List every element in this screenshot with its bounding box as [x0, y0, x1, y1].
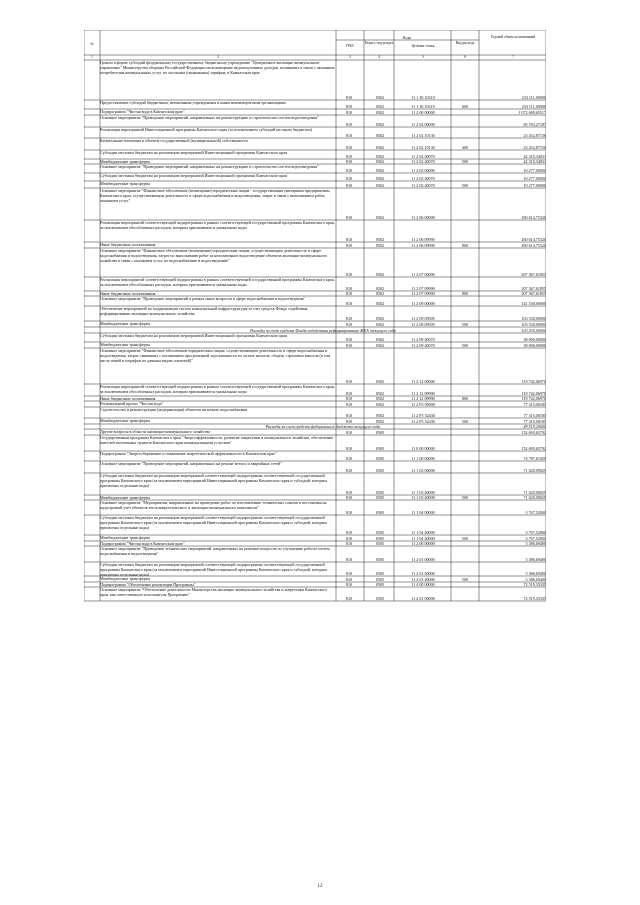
row-name: Основное мероприятие "Проведение мероприятий в рамках иных вопросов в сфере водоснабжения и водоотведения": [100, 296, 306, 301]
row-name: Другие вопросы в области жилищно-коммунального хозяйства: [100, 429, 210, 434]
row-cst: 11 2 09 40070: [411, 337, 435, 342]
row-grbs: 810: [345, 490, 353, 495]
row-razdel: 0502: [375, 419, 385, 424]
row-sum: 77 315,00185: [523, 413, 546, 418]
row-vid: 500: [461, 322, 469, 327]
row-razdel: 0502: [375, 176, 385, 181]
row-vid: 500: [461, 159, 469, 164]
row-razdel: 0505: [375, 571, 385, 576]
row-cst: 11 2 03 00000: [411, 168, 435, 173]
row-grbs: 810: [345, 316, 353, 321]
row-razdel: 0502: [375, 133, 385, 138]
row-sum: 103 530,00000: [521, 328, 546, 333]
row-sum: 38 000,00000: [523, 337, 546, 342]
row-sum: 5 386,69400: [525, 557, 546, 562]
row-razdel: 0502: [375, 243, 385, 248]
table-row: [84, 451, 546, 461]
row-name: Подпрограмма "Обеспечение реализации Программы": [100, 582, 196, 587]
row-grbs: 810: [345, 301, 353, 306]
row-grbs: 810: [345, 145, 353, 150]
row-cst: 11 2 07 09990: [411, 286, 435, 291]
row-razdel: 0502: [375, 413, 385, 418]
row-razdel: 0502: [375, 215, 385, 220]
row-sum: 23 452,87156: [523, 145, 546, 150]
row-name: Межбюджетные трансферты: [100, 342, 151, 347]
row-sum: 152 693,65792: [521, 430, 546, 435]
row-sum: 71 020,09029: [523, 495, 546, 500]
header-vid: Вид расхода: [455, 41, 475, 45]
row-name: Основное мероприятие "Финансовое обеспечение юридическим лицам, осуществляющим деятельность в сфере водоснабжения и водоотведения, затрат, связанных с погашением просроченной задолженности по уплате налогов, сборов, страховых взносов (в том числе пеней и штрафов по данным видам платежей)": [100, 348, 331, 363]
table-row: [84, 248, 546, 277]
row-sum: 450 614,75320: [521, 237, 546, 242]
row-vid: 500: [461, 419, 469, 424]
row-grbs: 810: [345, 379, 353, 384]
row-cst: 11 2 12 09990: [411, 396, 435, 401]
row-razdel: 0502: [375, 145, 385, 150]
colnum-5: 5: [422, 55, 424, 59]
row-name: Основное мероприятие "Мероприятия, направленные на проведение работ по изготовлению технических планов и постановка на кадастровый учет объектов теплоэнергетического и жилищно-коммунального комплексов": [100, 500, 327, 510]
row-cst: 11 2 02 00000: [411, 122, 435, 127]
table-row: [84, 407, 546, 418]
row-grbs: 810: [345, 110, 353, 115]
table-row: [84, 188, 546, 220]
row-sum: 152 693,65792: [521, 446, 546, 451]
table-row: [84, 473, 546, 495]
table-row: [84, 461, 546, 473]
table-row: [84, 384, 546, 396]
row-sum: 450 614,75320: [521, 215, 546, 220]
row-cst: 11 2 F5 52430: [411, 419, 435, 424]
row-vid: 800: [461, 291, 469, 296]
row-sum: 3 767,52000: [525, 536, 546, 541]
row-grbs: 810: [345, 596, 353, 601]
table-row: [84, 435, 546, 451]
row-sum: 119 742,06970: [521, 391, 546, 396]
table-row: [84, 173, 546, 181]
row-name: Межбюджетные трансферты: [100, 535, 151, 540]
row-razdel: 0502: [375, 183, 385, 188]
row-grbs: 810: [345, 402, 353, 407]
row-grbs: 810: [345, 176, 353, 181]
row-sum: 5 386,69400: [525, 577, 546, 582]
row-razdel: 0502: [375, 402, 385, 407]
row-sum: 49 519,20000: [523, 424, 546, 429]
row-sum: 72 519,35335: [523, 582, 546, 587]
table-row: [84, 100, 546, 109]
row-cst: 11 4 00 00000: [411, 582, 435, 587]
row-sum: 42 310,34031: [523, 154, 546, 159]
row-cst: 11 1 03 40000: [411, 490, 435, 495]
row-grbs: 810: [345, 430, 353, 435]
row-name: Межбюджетные трансферты: [100, 181, 151, 186]
row-razdel: 0502: [375, 154, 385, 159]
row-grbs: 810: [345, 343, 353, 348]
row-sum: 10 277,00000: [523, 176, 546, 181]
row-name: Субсидии местным бюджетам на реализацию мероприятий соответствующей подпрограммы соответствующей государственной программы Камчатского края (за исключением мероприятий Инвестиционной программы Камчатского края и субсидий, которым присвоены отдельные коды): [100, 515, 327, 530]
row-grbs: 810: [345, 215, 353, 220]
row-name: Иные бюджетные ассигнования: [100, 396, 156, 401]
page-number: 12: [317, 884, 323, 889]
colnum-4: 4: [378, 55, 380, 59]
row-cst: 11 2 02 40070: [411, 159, 435, 164]
row-razdel: 0505: [375, 446, 385, 451]
table-row: [84, 296, 546, 306]
row-razdel: 0502: [375, 272, 385, 277]
row-cst: 11 1 03 00000: [411, 468, 435, 473]
row-vid: 500: [461, 183, 469, 188]
row-cst: 11 2 09 00000: [411, 301, 435, 306]
colnum-3: 3: [349, 55, 351, 59]
row-cst: 11 2 01 40000: [411, 577, 435, 582]
row-name: Предоставление субсидий бюджетным, автономным учреждениям и иным некоммерческим организациям: [100, 100, 286, 105]
row-cst: 11 2 09 09505: [411, 322, 435, 327]
row-sum: 77 315,00185: [523, 419, 546, 424]
row-cst: 11 2 09 40070: [411, 343, 435, 348]
row-note: Расходы за счет средств федерального бюджета текущего года: [265, 424, 381, 429]
table-row: [84, 277, 546, 291]
row-grbs: 810: [345, 286, 353, 291]
row-name: Реализация мероприятий соответствующей подпрограммы в рамках соответствующей государственной программы Камчатского края, за исключением обособленных расходов, которым присваиваются уникальные коды: [100, 384, 335, 394]
row-cst: 11 2 00 00000: [411, 110, 435, 115]
row-sum: 71 020,09029: [523, 468, 546, 473]
row-sum: 119 742,06970: [521, 379, 546, 384]
colnum-1: 1: [91, 55, 93, 59]
row-vid: 400: [461, 145, 469, 150]
row-name: Основное мероприятие "Обеспечение деятельности Министерства жилищно-коммунального хозяйства и энергетики Камчатского края, как ответственного исполнителя Программы": [100, 587, 327, 597]
row-razdel: 0502: [375, 343, 385, 348]
row-cst: 11 0 00 00000: [411, 446, 435, 451]
header-grbs: ГРБС: [345, 44, 355, 48]
row-cst: 11 2 12 09990: [411, 391, 435, 396]
row-grbs: 810: [345, 337, 353, 342]
row-name: Подпрограмма "Чистая вода в Камчатском крае": [100, 109, 185, 114]
row-razdel: 0505: [375, 582, 385, 587]
table-row: [84, 181, 546, 188]
row-grbs: 810: [345, 577, 353, 582]
row-name: Капитальные вложения в объекты государственной (муниципальной) собственности: [100, 138, 248, 143]
row-grbs: 810: [345, 557, 353, 562]
header-cst: Целевая статья: [411, 44, 435, 48]
row-sum: 119 742,06970: [521, 396, 546, 401]
row-grbs: 810: [345, 510, 353, 515]
row-name: Субсидии местным бюджетам на реализацию мероприятий соответствующей подпрограммы соответствующей государственной программы Камчатского края (за исключением мероприятий Инвестиционной программы Камчатского края и субсидий, которым присвоены отдельные коды): [100, 473, 327, 488]
row-razdel: 0505: [375, 536, 385, 541]
row-cst: 11 2 07 09990: [411, 291, 435, 296]
row-grbs: 810: [345, 322, 353, 327]
row-razdel: 0502: [375, 110, 385, 115]
row-name: Иные бюджетные ассигнования: [100, 291, 156, 296]
table-row: [84, 562, 546, 576]
row-cst: 11 2 07 00000: [411, 272, 435, 277]
header-sum: Годовой объем ассигнований: [490, 35, 536, 39]
row-grbs: 810: [345, 571, 353, 576]
row-name: Межбюджетные трансферты: [100, 495, 151, 500]
table-row: [84, 150, 546, 159]
row-name: Основное мероприятие "Финансовое обеспечение (возмещение) юридическим лицам, осуществляющим деятельность в сфере водоснабжения и водоотведения, затрат по выполнению работ за неоплаченное водоотведение объектов жилищно-коммунального хозяйства в связи с оказанием услуг по водоснабжению и водоотведению": [100, 248, 328, 263]
row-sum: 10 277,00000: [523, 183, 546, 188]
row-grbs: 810: [345, 183, 353, 188]
row-vid: 800: [461, 396, 469, 401]
row-razdel: 0505: [375, 577, 385, 582]
table-row: [84, 127, 546, 138]
row-cst: 11 1 30 10310: [411, 95, 435, 100]
row-sum: 38 000,00000: [523, 343, 546, 348]
row-grbs: 810: [345, 456, 353, 461]
row-name: Реализация мероприятий соответствующей подпрограммы в рамках соответствующей государственной программы Камчатского края, за исключением обособленных расходов, которым присваиваются уникальные коды: [100, 277, 335, 287]
row-name: Гранты в форме субсидий федеральному государственному бюджетному учреждению "Центральное жилищно-коммунальное управление" Министерства обороны Российской Федерации на возмещение недополученных доходов, возникших в связи с оказанием потребителям коммунальных услуг по льготным (сниженным) тарифам, в Камчатском крае: [100, 60, 335, 75]
row-name: Субсидии местным бюджетам на реализацию мероприятий Инвестиционной программы Камчатского края: [100, 150, 288, 155]
row-cst: 11 1 04 40000: [411, 530, 435, 535]
row-name: Основное мероприятие "Проведение мероприятий, направленных на реконструкцию и строительство систем водоотведения": [100, 115, 319, 120]
row-grbs: 810: [345, 243, 353, 248]
row-razdel: 0502: [375, 104, 385, 109]
row-sum: 65 763,27187: [523, 122, 546, 127]
row-cst: 11 2 06 00000: [411, 215, 435, 220]
row-name: Обеспечение мероприятий по модернизации систем коммунальной инфраструктуры за счет средств Фонда содействия реформированию жилищно-коммунального хозяйства: [100, 306, 308, 316]
table-row: [84, 306, 546, 321]
row-name: Региональный проект "Чистая вода": [100, 401, 164, 406]
row-name: Субсидии местным бюджетам на реализацию мероприятий Инвестиционной программы Камчатского края: [100, 333, 288, 338]
row-vid: 800: [461, 243, 469, 248]
row-sum: 141 530,00000: [521, 301, 546, 306]
row-razdel: 0502: [375, 322, 385, 327]
row-grbs: 810: [345, 419, 353, 424]
row-razdel: 0502: [375, 122, 385, 127]
row-razdel: 0505: [375, 530, 385, 535]
row-sum: 5 386,69400: [525, 571, 546, 576]
row-grbs: 810: [345, 468, 353, 473]
row-name: Межбюджетные трансферты: [100, 576, 151, 581]
row-name: Основное мероприятие "Финансовое обеспечение (возмещение) юридическим лицам - государственным унитарным предприятиям Камчатского края, осуществляющим деятельность в сфере водоснабжения и водоотведения, затрат в связи с выполнением работ, оказанием услуг": [100, 188, 330, 203]
table-row: [84, 164, 546, 173]
row-vid: 500: [461, 577, 469, 582]
row-name: Основное мероприятие "Проведение мероприятий, направленных на реконструкцию и строительство систем водоотведения": [100, 164, 319, 169]
row-grbs: 810: [345, 168, 353, 173]
row-sum: 1 072 689,65517: [518, 110, 546, 115]
row-cst: 11 2 02 10130: [411, 145, 435, 150]
row-razdel: 0505: [375, 596, 385, 601]
row-sum: 71 020,09029: [523, 490, 546, 495]
row-razdel: 0502: [375, 316, 385, 321]
row-razdel: 0502: [375, 168, 385, 173]
row-razdel: 0502: [375, 286, 385, 291]
row-sum: 207 367,61855: [521, 291, 546, 296]
row-name: Субсидии местным бюджетам на реализацию мероприятий соответствующей подпрограммы соответствующей государственной программы Камчатского края (за исключением мероприятий Инвестиционной программы Камчатского края и субсидий, которым присвоены отдельные коды): [100, 562, 327, 576]
row-razdel: 0502: [375, 337, 385, 342]
row-grbs: 810: [345, 154, 353, 159]
row-name: Субсидии местным бюджетам на реализацию мероприятий Инвестиционной программы Камчатского края: [100, 173, 288, 178]
row-name: Подпрограмма "Энергосбережение и повышение энергетической эффективности в Камчатском крае": [100, 451, 277, 456]
row-razdel: 0505: [375, 430, 385, 435]
colnum-6: 6: [464, 55, 466, 59]
row-sum: 23 452,87156: [523, 133, 546, 138]
row-name: Межбюджетные трансферты: [100, 159, 151, 164]
table-row: [84, 546, 546, 562]
row-grbs: 810: [345, 446, 353, 451]
row-vid: 500: [461, 495, 469, 500]
row-cst: 11 2 09 09505: [411, 316, 435, 321]
row-razdel: 0505: [375, 456, 385, 461]
row-cst: 11 1 04 40000: [411, 536, 435, 541]
row-name: Реализация мероприятий соответствующей подпрограммы в рамках соответствующей государственной программы Камчатского края, за исключением обособленных расходов, которым присваиваются уникальные коды: [100, 220, 335, 230]
row-name: Межбюджетные трансферты: [100, 321, 151, 326]
row-grbs: 810: [345, 396, 353, 401]
table-row: [84, 515, 546, 535]
table-row: [84, 500, 546, 515]
row-sum: 77 315,00185: [523, 402, 546, 407]
row-vid: 500: [461, 343, 469, 348]
row-cst: 11 2 06 09990: [411, 243, 435, 248]
row-razdel: 0505: [375, 510, 385, 515]
row-grbs: 810: [345, 122, 353, 127]
row-grbs: 810: [345, 413, 353, 418]
row-sum: 72 519,35335: [523, 596, 546, 601]
row-sum: 233 111,00000: [521, 104, 546, 109]
row-name: Межбюджетные трансферты: [100, 418, 151, 423]
row-name: Государственная программа Камчатского края "Энергоэффективность, развитие энергетики и коммунального хозяйства, обеспечение жителей населенных пунктов Камчатского края коммунальными услугами": [100, 435, 333, 445]
row-grbs: 810: [345, 391, 353, 396]
row-cst: 11 1 30 10310: [411, 104, 435, 109]
row-razdel: 0502: [375, 159, 385, 164]
row-cst: 11 1 00 00000: [411, 456, 435, 461]
row-razdel: 0505: [375, 468, 385, 473]
header-number: №: [90, 42, 94, 46]
row-grbs: 810: [345, 272, 353, 277]
row-grbs: 810: [345, 536, 353, 541]
row-razdel: 0505: [375, 495, 385, 500]
row-cst: 11 2 02 40070: [411, 154, 435, 159]
table-row: [84, 220, 546, 242]
row-cst: 11 1 03 40000: [411, 495, 435, 500]
row-sum: 207 367,61855: [521, 272, 546, 277]
row-cst: 11 2 06 09990: [411, 237, 435, 242]
row-sum: 103 530,00000: [521, 322, 546, 327]
row-cst: 11 2 01 00000: [411, 557, 435, 562]
row-sum: 233 111,00000: [521, 95, 546, 100]
row-cst: 11 2 F5 52430: [411, 413, 435, 418]
row-razdel: 0502: [375, 237, 385, 242]
header-codes-group: Коды: [402, 36, 412, 40]
row-cst: 11 2 12 00000: [411, 379, 435, 384]
row-cst: 11 2 01 40000: [411, 571, 435, 576]
table-row: [84, 138, 546, 150]
row-grbs: 810: [345, 95, 353, 100]
row-razdel: 0505: [375, 541, 385, 546]
row-note: Расходы за счет средств Фонда содействия реформированию ЖКХ текущего года: [250, 328, 396, 333]
row-grbs: 810: [345, 104, 353, 109]
row-razdel: 0502: [375, 291, 385, 296]
row-cst: 11 1 04 00000: [411, 510, 435, 515]
row-grbs: 810: [345, 133, 353, 138]
row-sum: 3 767,52000: [525, 530, 546, 535]
colnum-2: 2: [217, 55, 219, 59]
row-sum: 103 530,00000: [521, 316, 546, 321]
column-number-row: [84, 55, 546, 59]
row-sum: 74 787,61029: [523, 456, 546, 461]
row-razdel: 0502: [375, 391, 385, 396]
row-razdel: 0505: [375, 557, 385, 562]
row-vid: 500: [461, 536, 469, 541]
row-grbs: 810: [345, 541, 353, 546]
header-razdel: Раздел, под-раздел: [364, 41, 394, 45]
row-name: Иные бюджетные ассигнования: [100, 242, 156, 247]
row-sum: 3 767,52000: [525, 510, 546, 515]
row-sum: 10 277,00000: [523, 168, 546, 173]
row-cst: 11 2 00 00000: [411, 541, 435, 546]
row-cst: 11 2 03 40070: [411, 183, 435, 188]
table-row: [84, 333, 546, 342]
row-grbs: 810: [345, 582, 353, 587]
table-row: [84, 587, 546, 601]
row-sum: 207 367,61855: [521, 286, 546, 291]
table-row: [84, 348, 546, 384]
row-vid: 600: [461, 104, 469, 109]
row-sum: 42 310,34031: [523, 159, 546, 164]
row-razdel: 0502: [375, 379, 385, 384]
row-name: Подпрограмма "Чистая вода в Камчатском крае": [100, 541, 185, 546]
row-grbs: 810: [345, 237, 353, 242]
table-row: [84, 115, 546, 127]
row-cst: 11 2 F5 00000: [411, 402, 435, 407]
table-row: [84, 60, 546, 100]
row-razdel: 0505: [375, 490, 385, 495]
row-grbs: 810: [345, 159, 353, 164]
row-cst: 11 4 01 00000: [411, 596, 435, 601]
row-razdel: 0502: [375, 396, 385, 401]
row-sum: 450 614,75320: [521, 243, 546, 248]
row-name: Реализация мероприятий Инвестиционной программы Камчатского края (за исключением субсидий местным бюджетам): [100, 127, 312, 132]
row-cst: 11 2 03 40070: [411, 176, 435, 181]
row-name: Основное мероприятие "Проведение мероприятий, направленных на ремонт ветхих и аварийных сетей": [100, 461, 282, 466]
row-razdel: 0502: [375, 95, 385, 100]
table-header: [84, 30, 546, 55]
row-grbs: 810: [345, 530, 353, 535]
colnum-7: 7: [512, 55, 514, 59]
row-grbs: 810: [345, 495, 353, 500]
row-sum: 5 386,69400: [525, 541, 546, 546]
row-razdel: 0502: [375, 301, 385, 306]
row-name: Основное мероприятие "Проведение технических мероприятий, направленных на решение вопросов по улучшению работы систем водоснабжения и водоотведения": [100, 546, 330, 556]
row-cst: 11 2 02 10130: [411, 133, 435, 138]
row-grbs: 810: [345, 291, 353, 296]
row-name: Строительство и реконструкция (модернизация) объектов питьевого водоснабжения: [100, 407, 248, 412]
